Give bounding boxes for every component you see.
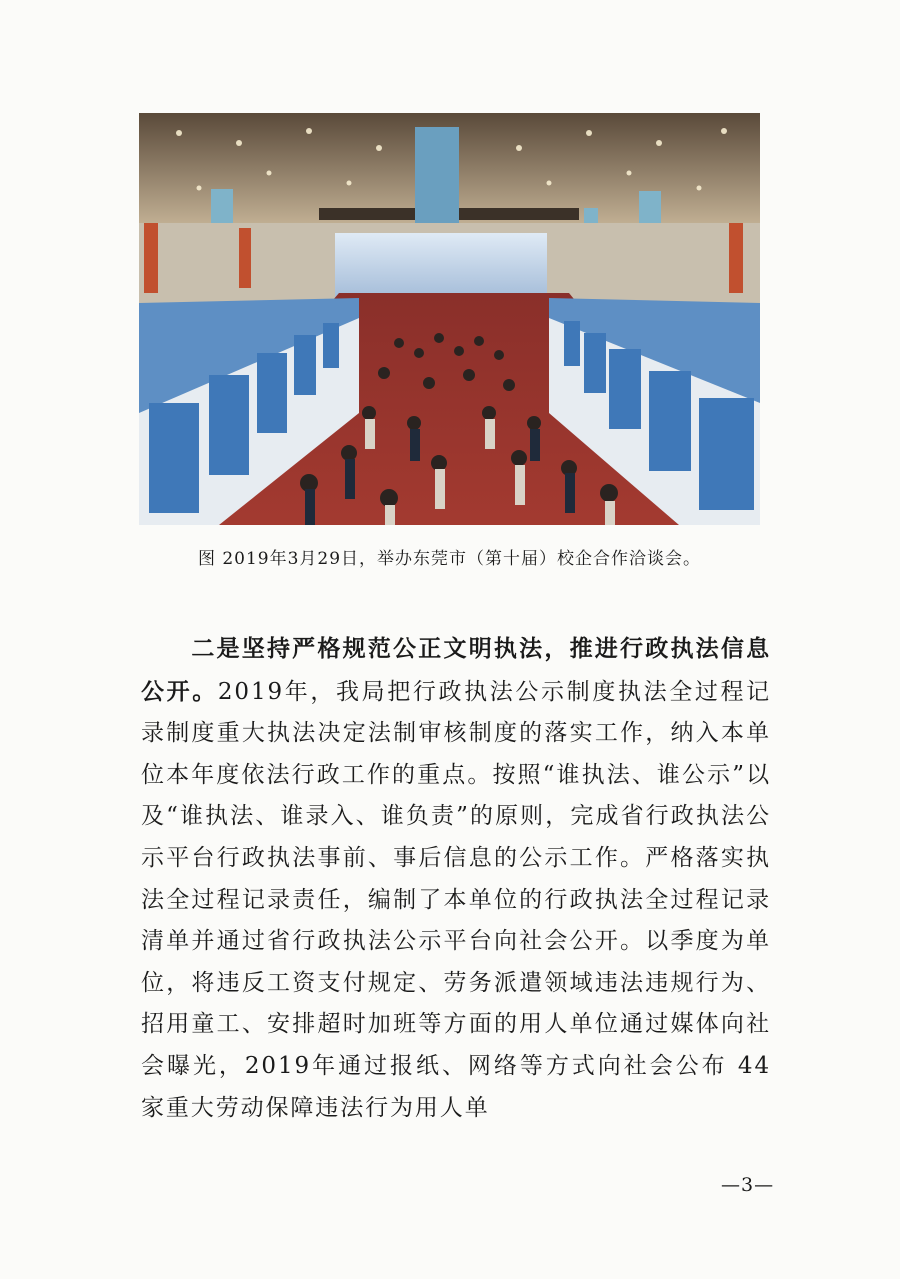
paragraph-body: 2019年，我局把行政执法公示制度执法全过程记录制度重大执法决定法制审核制度的落实工作，纳入本单位本年度依法行政工作的重点。按照“谁执法、谁公示”以及“谁执法、谁录入、谁负责”的原则，完成省行政执法公示平台行政执法事前、事后信息的公示工作。严格落实执法全过程记录责任，编制了本单位的行政执法全过程记录清单并通过省行政执法公示平台向社会公开。以季度为单位，将违反工资支付规定、劳务派遣领域违法违规行为、招用童工、安排超时加班等方面的用人单位通过媒体向社会曝光，2019年通过报纸、网络等方式向社会公布 44 家重大劳动保障违法行为用人单 <box>141 678 771 1121</box>
job-fair-photo-illustration <box>139 113 760 525</box>
figure-caption: 图 2019年3月29日，举办东莞市（第十届）校企合作洽谈会。 <box>197 549 702 569</box>
job-fair-photo <box>139 113 760 525</box>
page-number: —3— <box>721 1174 775 1196</box>
paragraph-lead-heading: 二是坚持严格规范公正文明执法，推进行政执法信息公开。 <box>141 635 771 705</box>
body-paragraph <box>141 628 771 1129</box>
